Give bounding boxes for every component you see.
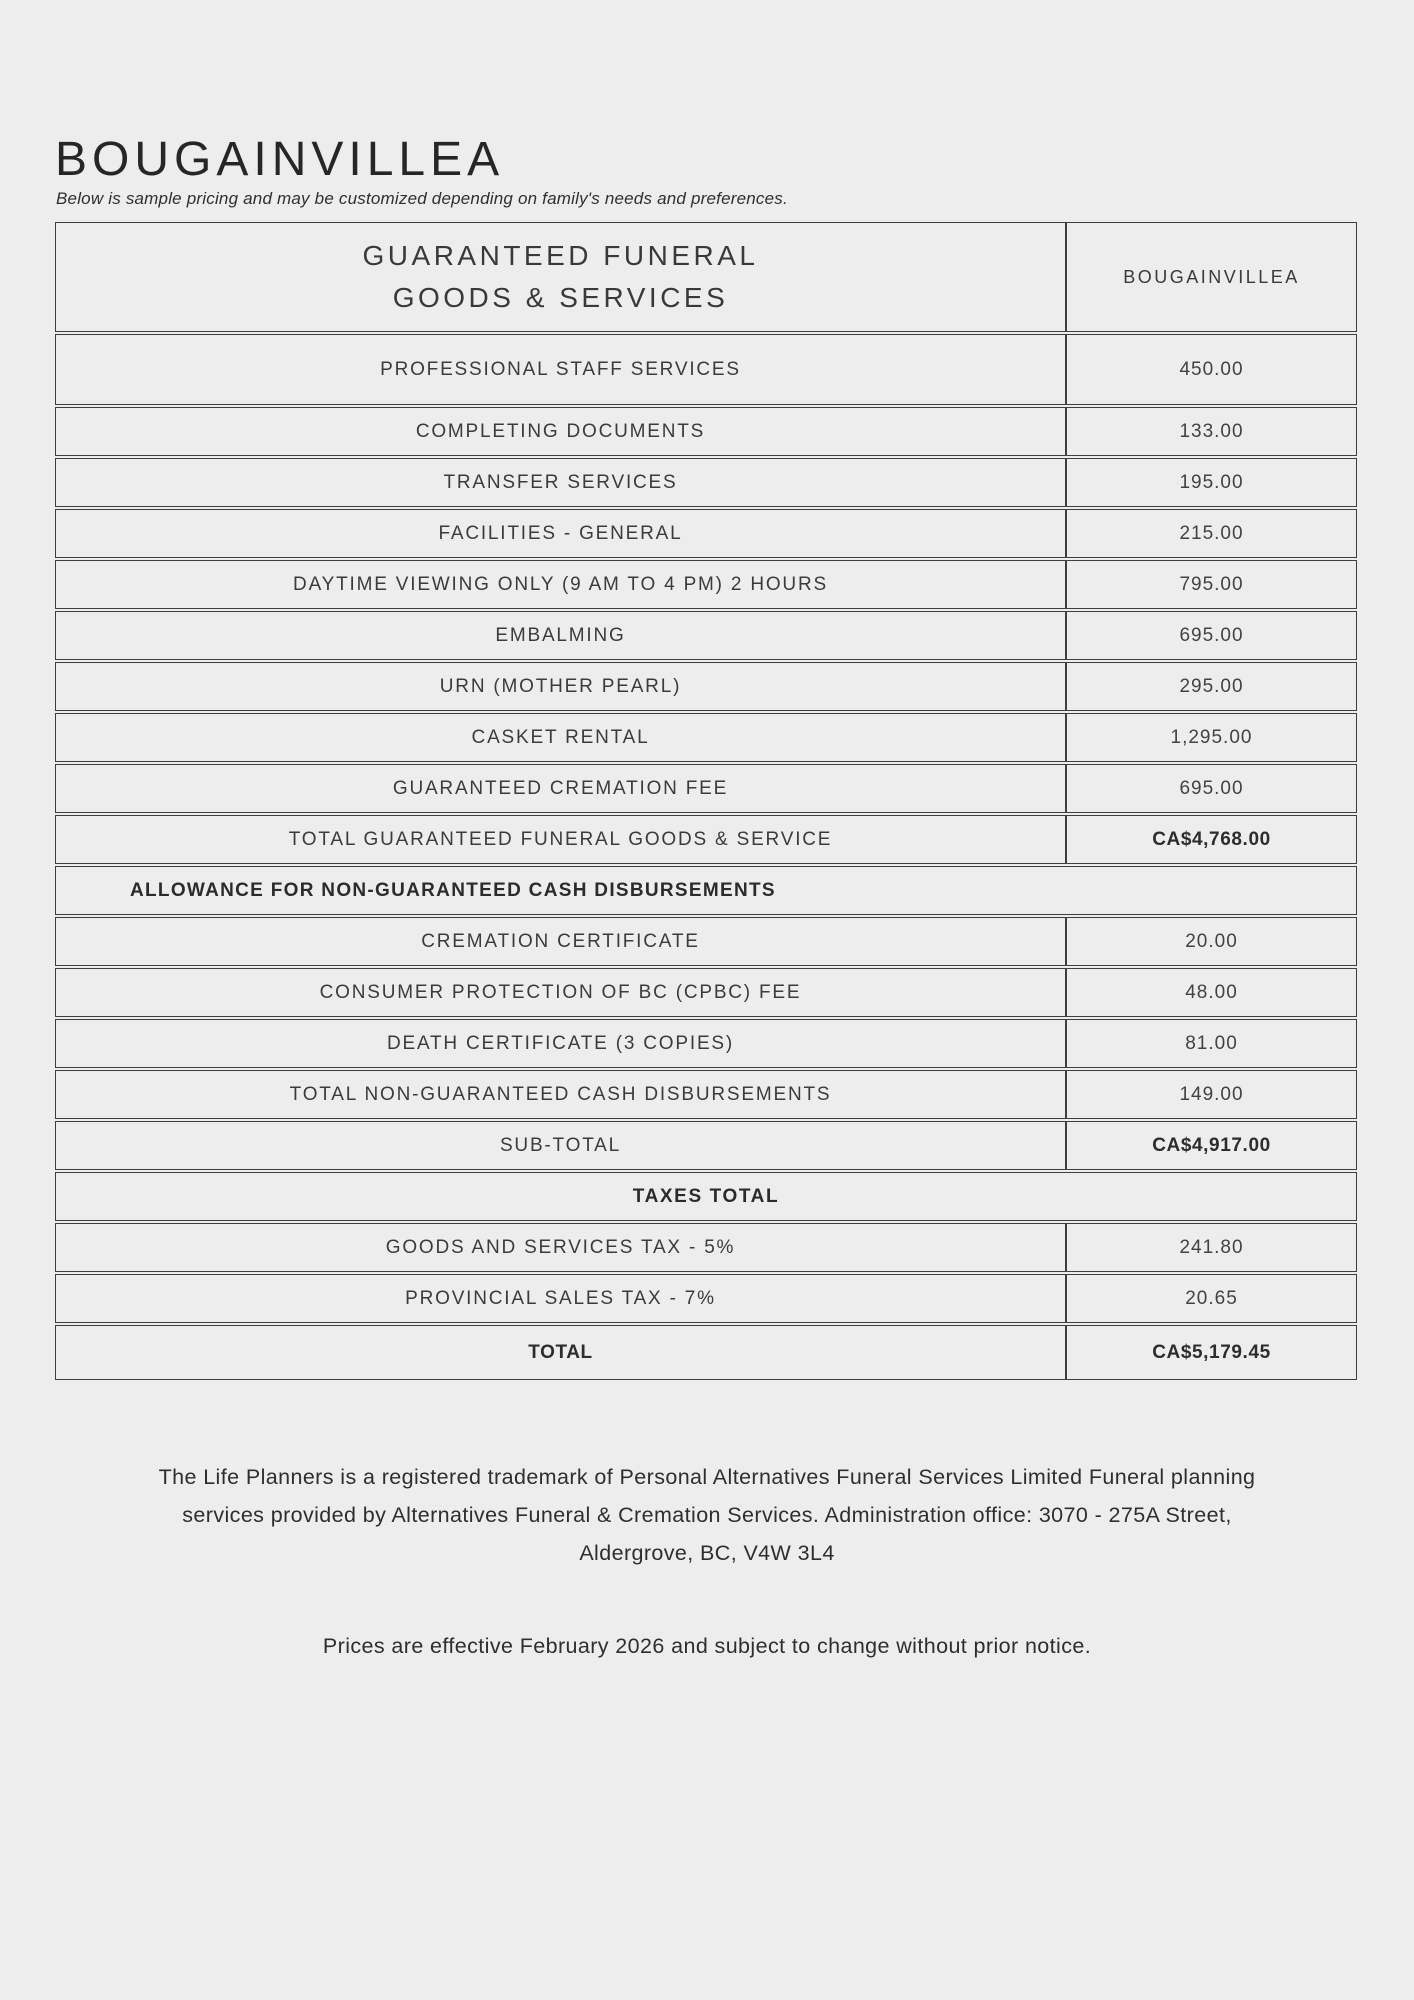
service-price: 133.00: [1066, 407, 1357, 456]
service-label: URN (MOTHER PEARL): [55, 662, 1066, 711]
table-row: [55, 611, 1357, 660]
service-price: 81.00: [1066, 1019, 1357, 1068]
table-row: [55, 764, 1357, 813]
effective-date-note: Prices are effective February 2026 and subject to change without prior notice.: [322, 1634, 1092, 1658]
table-row: [55, 917, 1357, 966]
table-header-services: [55, 222, 1066, 332]
service-label: ALLOWANCE FOR NON-GUARANTEED CASH DISBURSEMENTS: [55, 866, 1357, 915]
service-price: 795.00: [1066, 560, 1357, 609]
table-row: [55, 662, 1357, 711]
service-price: 20.00: [1066, 917, 1357, 966]
service-label: GOODS AND SERVICES TAX - 5%: [55, 1223, 1066, 1272]
service-price: 1,295.00: [1066, 713, 1357, 762]
table-row: [55, 458, 1357, 507]
table-row: [55, 1070, 1357, 1119]
service-price: CA$4,917.00: [1066, 1121, 1357, 1170]
service-label: TOTAL GUARANTEED FUNERAL GOODS & SERVICE: [55, 815, 1066, 864]
service-price: 195.00: [1066, 458, 1357, 507]
section-row: [55, 1172, 1357, 1221]
service-price: 20.65: [1066, 1274, 1357, 1323]
trademark-note: The Life Planners is a registered trademark of Personal Alternatives Funeral Services Limited Funeral planning services provided by Alternatives Funeral & Cremation Services. Administration office: 3070 - 275A Street, Aldergrove, BC, V4W 3L4: [158, 1465, 1256, 1566]
table-row: [55, 815, 1357, 864]
pricing-table-body: [55, 334, 1357, 1380]
service-label: CONSUMER PROTECTION OF BC (CPBC) FEE: [55, 968, 1066, 1017]
service-price: CA$5,179.45: [1066, 1325, 1357, 1380]
table-row: [55, 509, 1357, 558]
table-row: [55, 713, 1357, 762]
table-row: [55, 560, 1357, 609]
service-label: TOTAL: [55, 1325, 1066, 1380]
service-price: 48.00: [1066, 968, 1357, 1017]
header-title-line2: GOODS & SERVICES: [392, 282, 729, 313]
service-label: PROFESSIONAL STAFF SERVICES: [55, 334, 1066, 405]
table-row: [55, 1019, 1357, 1068]
service-price: 695.00: [1066, 764, 1357, 813]
table-row: [55, 1223, 1357, 1272]
service-price: 295.00: [1066, 662, 1357, 711]
table-row: [55, 968, 1357, 1017]
table-row: [55, 1274, 1357, 1323]
service-label: GUARANTEED CREMATION FEE: [55, 764, 1066, 813]
service-label: COMPLETING DOCUMENTS: [55, 407, 1066, 456]
service-price: 215.00: [1066, 509, 1357, 558]
service-label: DAYTIME VIEWING ONLY (9 AM TO 4 PM) 2 HOURS: [55, 560, 1066, 609]
service-label: CASKET RENTAL: [55, 713, 1066, 762]
service-price: CA$4,768.00: [1066, 815, 1357, 864]
service-label: PROVINCIAL SALES TAX - 7%: [55, 1274, 1066, 1323]
service-label: DEATH CERTIFICATE (3 COPIES): [55, 1019, 1066, 1068]
service-price: 695.00: [1066, 611, 1357, 660]
service-label: TOTAL NON-GUARANTEED CASH DISBURSEMENTS: [55, 1070, 1066, 1119]
page-title: BOUGAINVILLEA: [55, 133, 505, 186]
table-row: [55, 334, 1357, 405]
pricing-table: [55, 220, 1357, 1382]
service-price: 241.80: [1066, 1223, 1357, 1272]
table-row: [55, 1325, 1357, 1380]
table-row: [55, 1121, 1357, 1170]
table-header-row: [55, 222, 1357, 332]
service-price: 149.00: [1066, 1070, 1357, 1119]
service-label: SUB-TOTAL: [55, 1121, 1066, 1170]
service-label: TAXES TOTAL: [55, 1172, 1357, 1221]
table-header-plan: BOUGAINVILLEA: [1066, 222, 1357, 332]
service-label: EMBALMING: [55, 611, 1066, 660]
service-price: 450.00: [1066, 334, 1357, 405]
service-label: FACILITIES - GENERAL: [55, 509, 1066, 558]
service-label: TRANSFER SERVICES: [55, 458, 1066, 507]
page-subtitle: Below is sample pricing and may be customized depending on family's needs and preferences.: [56, 189, 788, 208]
service-label: CREMATION CERTIFICATE: [55, 917, 1066, 966]
header-title-line1: GUARANTEED FUNERAL: [362, 240, 759, 271]
table-row: [55, 407, 1357, 456]
section-row: [55, 866, 1357, 915]
